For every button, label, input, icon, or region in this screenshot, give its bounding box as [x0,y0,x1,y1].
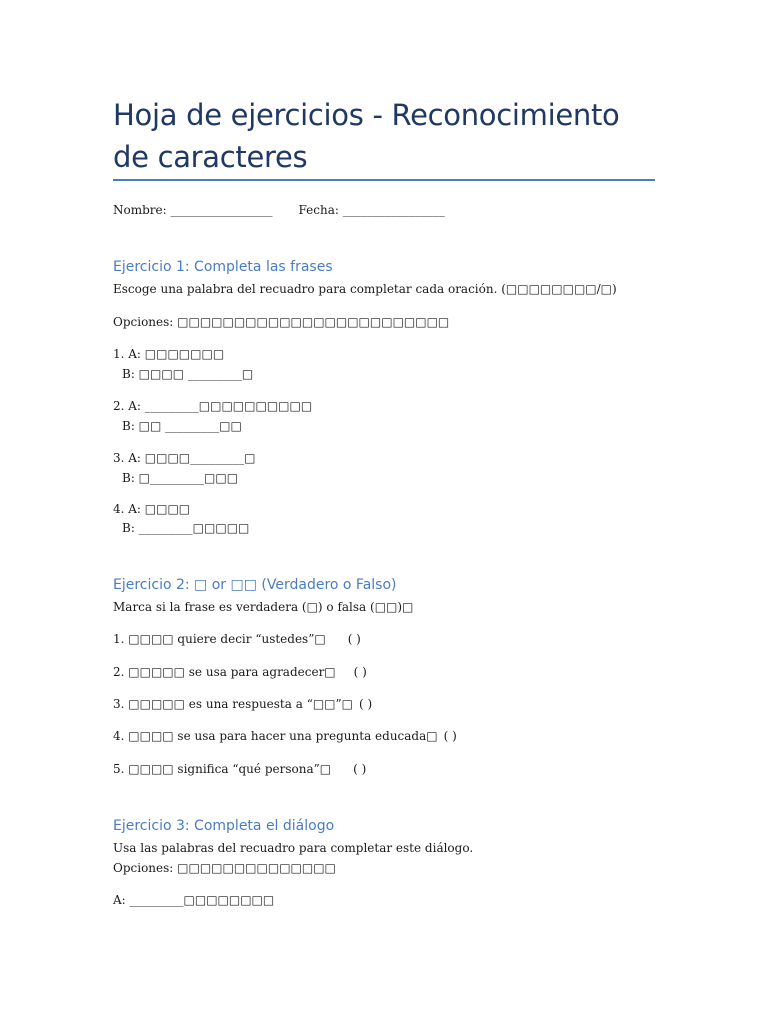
exercise-3-instruction: Usa las palabras del recuadro para completar este diálogo. [113,841,474,855]
exercise-2-item-3 [113,696,372,712]
exercise-2-item-text: 1. □□□□ quiere decir “ustedes”□ [113,632,326,646]
exercise-2-instruction: Marca si la frase es verdadera (□) o falsa (□□)□ [113,600,414,614]
exercise-1-item-1-b: B: □□□□ _________□ [122,367,254,381]
answer-blank: ( ) [358,697,373,711]
exercise-3-heading: Ejercicio 3: Completa el diálogo [113,818,335,834]
answer-blank: ( ) [443,729,457,743]
exercise-1-heading: Ejercicio 1: Completa las frases [113,259,333,275]
exercise-1-item-3-b: B: □_________□□□ [122,471,239,485]
exercise-1-item-4-b: B: _________□□□□□ [122,521,250,535]
exercise-1-instruction: Escoge una palabra del recuadro para completar cada oración. (□□□□□□□□/□) [113,282,617,296]
exercise-2-item-text: 4. □□□□ se usa para hacer una pregunta educada□ [113,729,438,743]
answer-blank: ( ) [353,665,367,679]
exercise-2-item-text: 3. □□□□□ es una respuesta a “□□”□ [113,697,353,711]
exercise-1-options: Opciones: □□□□□□□□□□□□□□□□□□□□□□□□ [113,315,450,329]
exercise-2-item-text: 5. □□□□ significa “qué persona”□ [113,762,332,776]
exercise-2-item-1 [113,631,361,647]
fecha-field: Fecha: _________________ [298,203,445,217]
title-underline-divider [113,179,655,181]
exercise-1-item-2-a: 2. A: _________□□□□□□□□□□ [113,399,313,413]
answer-blank: ( ) [347,632,361,646]
exercise-2-item-5 [113,761,366,777]
page-title: Hoja de ejercicios - Reconocimiento de caracteres [113,98,620,174]
exercise-2-item-2 [113,664,367,680]
exercise-2-item-text: 2. □□□□□ se usa para agradecer□ [113,665,336,679]
exercise-1-item-2-b: B: □□ _________□□ [122,419,242,433]
exercise-3-dialog-line-1: A: _________□□□□□□□□ [113,893,275,907]
exercise-1-item-3-a: 3. A: □□□□_________□ [113,451,256,465]
exercise-1-item-1-a: 1. A: □□□□□□□ [113,347,225,361]
exercise-2-heading: Ejercicio 2: □ or □□ (Verdadero o Falso) [113,577,397,593]
student-info-row [113,202,445,218]
nombre-field: Nombre: _________________ [113,203,273,217]
exercise-1-item-4-a: 4. A: □□□□ [113,502,191,516]
exercise-2-item-4 [113,728,457,744]
exercise-3-options: Opciones: □□□□□□□□□□□□□□ [113,861,336,875]
answer-blank: ( ) [353,762,367,776]
